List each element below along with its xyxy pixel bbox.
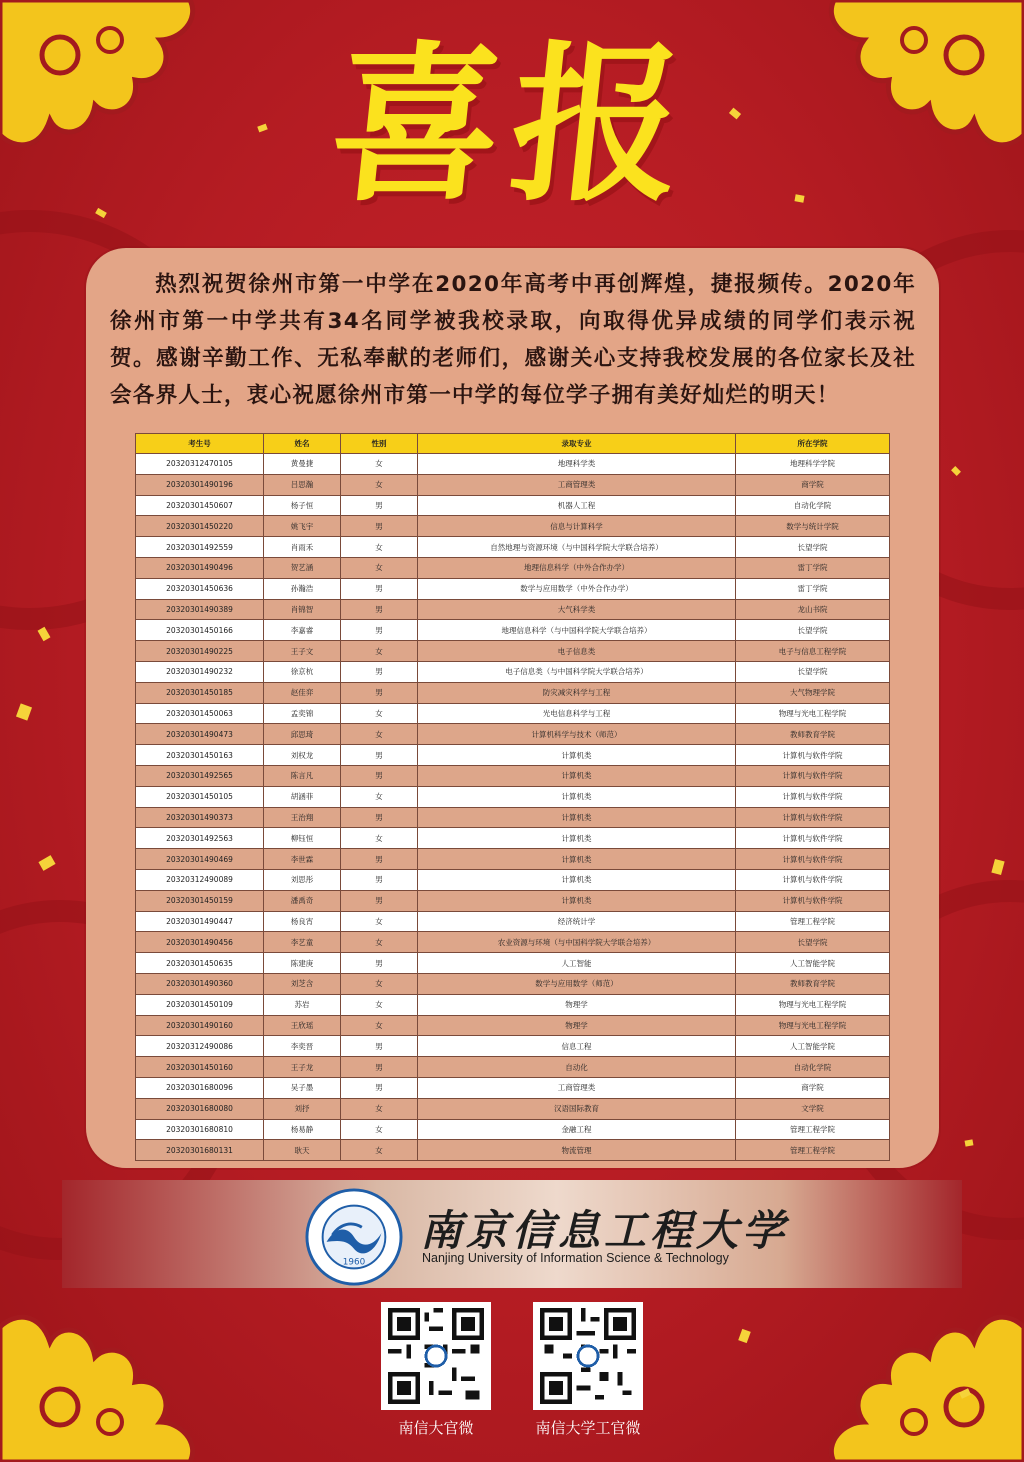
cell-major: 物流管理 <box>418 1140 736 1161</box>
cell-major: 大气科学类 <box>418 599 736 620</box>
cell-college: 管理工程学院 <box>736 911 890 932</box>
cell-gender: 男 <box>341 765 418 786</box>
cell-gender: 男 <box>341 1036 418 1057</box>
cell-major: 地理信息科学（与中国科学院大学联合培养） <box>418 620 736 641</box>
cell-candidate-id: 20320301450220 <box>136 516 264 537</box>
cell-name: 李艺童 <box>264 932 341 953</box>
cell-college: 管理工程学院 <box>736 1140 890 1161</box>
cell-major: 电子信息类（与中国科学院大学联合培养） <box>418 661 736 682</box>
header-college: 所在学院 <box>736 434 890 454</box>
cell-name: 潘禹奇 <box>264 890 341 911</box>
cell-college: 商学院 <box>736 474 890 495</box>
cell-candidate-id: 20320301450109 <box>136 994 264 1015</box>
table-row <box>136 973 890 994</box>
cell-candidate-id: 20320301680131 <box>136 1140 264 1161</box>
cell-candidate-id: 20320301490360 <box>136 973 264 994</box>
cell-name: 贺艺涵 <box>264 557 341 578</box>
cell-candidate-id: 20320301492559 <box>136 537 264 558</box>
table-row <box>136 516 890 537</box>
cell-college: 物理与光电工程学院 <box>736 703 890 724</box>
cell-college: 计算机与软件学院 <box>736 828 890 849</box>
cell-major: 信息与计算科学 <box>418 516 736 537</box>
cell-college: 地理科学学院 <box>736 454 890 475</box>
cell-gender: 女 <box>341 454 418 475</box>
table-body <box>136 454 890 1161</box>
cell-college: 管理工程学院 <box>736 1119 890 1140</box>
table-row <box>136 682 890 703</box>
table-row <box>136 661 890 682</box>
cell-major: 自然地理与资源环境（与中国科学院大学联合培养） <box>418 537 736 558</box>
cell-major: 物理学 <box>418 994 736 1015</box>
cell-college: 长望学院 <box>736 661 890 682</box>
table-header-row <box>136 434 890 454</box>
cell-college: 计算机与软件学院 <box>736 786 890 807</box>
cell-gender: 男 <box>341 516 418 537</box>
cell-name: 姚飞宇 <box>264 516 341 537</box>
table-row <box>136 557 890 578</box>
cell-gender: 女 <box>341 911 418 932</box>
cell-major: 金融工程 <box>418 1119 736 1140</box>
cell-major: 计算机类 <box>418 828 736 849</box>
cell-major: 计算机类 <box>418 786 736 807</box>
table-row <box>136 620 890 641</box>
cell-college: 电子与信息工程学院 <box>736 641 890 662</box>
cell-gender: 男 <box>341 890 418 911</box>
cell-candidate-id: 20320312490089 <box>136 869 264 890</box>
table-row <box>136 911 890 932</box>
cell-college: 人工智能学院 <box>736 1036 890 1057</box>
cell-gender: 男 <box>341 869 418 890</box>
cell-college: 大气物理学院 <box>736 682 890 703</box>
cell-gender: 男 <box>341 745 418 766</box>
cell-major: 光电信息科学与工程 <box>418 703 736 724</box>
header-candidate-id: 考生号 <box>136 434 264 454</box>
cell-college: 龙山书院 <box>736 599 890 620</box>
cell-gender: 女 <box>341 932 418 953</box>
cell-name: 杨子恒 <box>264 495 341 516</box>
cell-major: 计算机类 <box>418 869 736 890</box>
cell-name: 王子文 <box>264 641 341 662</box>
cell-gender: 男 <box>341 578 418 599</box>
cell-name: 柳钰恒 <box>264 828 341 849</box>
table-row <box>136 724 890 745</box>
cell-name: 陈言凡 <box>264 765 341 786</box>
table-row <box>136 1077 890 1098</box>
cell-name: 王子龙 <box>264 1057 341 1078</box>
cell-name: 耿天 <box>264 1140 341 1161</box>
cell-candidate-id: 20320301450607 <box>136 495 264 516</box>
table-row <box>136 454 890 475</box>
cell-major: 物理学 <box>418 1015 736 1036</box>
cell-major: 计算机科学与技术（师范） <box>418 724 736 745</box>
cell-name: 孟奕锦 <box>264 703 341 724</box>
cell-gender: 男 <box>341 682 418 703</box>
cell-candidate-id: 20320301680810 <box>136 1119 264 1140</box>
cell-gender: 男 <box>341 620 418 641</box>
cell-name: 肖锦智 <box>264 599 341 620</box>
qr-code-icon <box>539 1308 637 1404</box>
cell-name: 苏岩 <box>264 994 341 1015</box>
cell-college: 计算机与软件学院 <box>736 890 890 911</box>
cell-college: 计算机与软件学院 <box>736 745 890 766</box>
cell-candidate-id: 20320301490232 <box>136 661 264 682</box>
cell-candidate-id: 20320301490469 <box>136 849 264 870</box>
cell-name: 刘思彤 <box>264 869 341 890</box>
cell-major: 人工智能 <box>418 953 736 974</box>
cell-major: 计算机类 <box>418 849 736 870</box>
table-row <box>136 890 890 911</box>
cell-college: 自动化学院 <box>736 1057 890 1078</box>
cell-candidate-id: 20320301490456 <box>136 932 264 953</box>
cell-candidate-id: 20320301490196 <box>136 474 264 495</box>
cell-name: 吴子墨 <box>264 1077 341 1098</box>
table-row <box>136 599 890 620</box>
university-name-en: Nanjing University of Information Science & Technology <box>422 1251 729 1265</box>
cell-college: 教师教育学院 <box>736 724 890 745</box>
cell-gender: 男 <box>341 807 418 828</box>
cell-major: 工商管理类 <box>418 474 736 495</box>
cell-major: 计算机类 <box>418 745 736 766</box>
cell-gender: 女 <box>341 1140 418 1161</box>
cell-candidate-id: 20320301490373 <box>136 807 264 828</box>
cell-college: 人工智能学院 <box>736 953 890 974</box>
university-emblem-icon <box>305 1188 403 1286</box>
university-name-cn: 南京信息工程大学 <box>420 1206 789 1255</box>
congratulation-text: 热烈祝贺徐州市第一中学在2020年高考中再创辉煌，捷报频传。2020年徐州市第一中学共有34名同学被我校录取，向取得优异成绩的同学们表示祝贺。感谢辛勤工作、无私奉献的老师们，感谢关心支持我校发展的各位家长及社会各界人士，衷心祝愿徐州市第一中学的每位学子拥有美好灿烂的明天！ <box>110 272 916 408</box>
cell-candidate-id: 20320301450105 <box>136 786 264 807</box>
cell-college: 长望学院 <box>736 537 890 558</box>
cell-name: 赵佳弈 <box>264 682 341 703</box>
cell-major: 工商管理类 <box>418 1077 736 1098</box>
cell-candidate-id: 20320301450160 <box>136 1057 264 1078</box>
cell-gender: 女 <box>341 1015 418 1036</box>
table-row <box>136 849 890 870</box>
cell-gender: 女 <box>341 474 418 495</box>
cell-candidate-id: 20320301450636 <box>136 578 264 599</box>
table-row <box>136 869 890 890</box>
cell-name: 李世霖 <box>264 849 341 870</box>
cell-candidate-id: 20320301450166 <box>136 620 264 641</box>
cell-gender: 女 <box>341 1119 418 1140</box>
header-major: 录取专业 <box>418 434 736 454</box>
cell-major: 信息工程 <box>418 1036 736 1057</box>
cell-college: 数学与统计学院 <box>736 516 890 537</box>
table-row <box>136 1119 890 1140</box>
table-row <box>136 765 890 786</box>
cell-name: 徐京杭 <box>264 661 341 682</box>
cell-gender: 男 <box>341 849 418 870</box>
cell-name: 陈建庚 <box>264 953 341 974</box>
cell-name: 杨良宵 <box>264 911 341 932</box>
table-row <box>136 932 890 953</box>
qr-code-icon <box>387 1308 485 1404</box>
cell-major: 机器人工程 <box>418 495 736 516</box>
table-row <box>136 807 890 828</box>
cell-gender: 女 <box>341 557 418 578</box>
cell-college: 计算机与软件学院 <box>736 869 890 890</box>
cell-name: 肖雨禾 <box>264 537 341 558</box>
cell-major: 地理信息科学（中外合作办学） <box>418 557 736 578</box>
cell-college: 教师教育学院 <box>736 973 890 994</box>
cell-name: 刘芝含 <box>264 973 341 994</box>
table-row <box>136 537 890 558</box>
cell-major: 计算机类 <box>418 890 736 911</box>
qr-code-official-wechat[interactable] <box>381 1302 491 1410</box>
cell-gender: 男 <box>341 495 418 516</box>
cell-college: 计算机与软件学院 <box>736 765 890 786</box>
cell-gender: 男 <box>341 1077 418 1098</box>
table-row <box>136 994 890 1015</box>
cell-candidate-id: 20320301680080 <box>136 1098 264 1119</box>
table-row <box>136 641 890 662</box>
cell-major: 电子信息类 <box>418 641 736 662</box>
emblem-year: 1960 <box>342 1257 366 1268</box>
cell-major: 经济统计学 <box>418 911 736 932</box>
cell-college: 物理与光电工程学院 <box>736 994 890 1015</box>
cell-name: 吕思瀚 <box>264 474 341 495</box>
table-row <box>136 1036 890 1057</box>
table-row <box>136 1015 890 1036</box>
cell-candidate-id: 20320301450163 <box>136 745 264 766</box>
cell-gender: 女 <box>341 973 418 994</box>
cell-college: 物理与光电工程学院 <box>736 1015 890 1036</box>
cell-candidate-id: 20320301490389 <box>136 599 264 620</box>
cell-college: 自动化学院 <box>736 495 890 516</box>
cell-gender: 男 <box>341 953 418 974</box>
table-row <box>136 953 890 974</box>
cell-college: 计算机与软件学院 <box>736 849 890 870</box>
cell-major: 农业资源与环境（与中国科学院大学联合培养） <box>418 932 736 953</box>
cell-name: 李嘉睿 <box>264 620 341 641</box>
cell-major: 自动化 <box>418 1057 736 1078</box>
cell-major: 汉语国际教育 <box>418 1098 736 1119</box>
cell-college: 雷丁学院 <box>736 578 890 599</box>
cell-college: 雷丁学院 <box>736 557 890 578</box>
cell-candidate-id: 20320312470105 <box>136 454 264 475</box>
cell-candidate-id: 20320301490473 <box>136 724 264 745</box>
cell-name: 王治翔 <box>264 807 341 828</box>
cell-gender: 女 <box>341 724 418 745</box>
qr-label-student-affairs-wechat: 南信大学工官微 <box>535 1419 641 1437</box>
cell-name: 刘权龙 <box>264 745 341 766</box>
cell-name: 黄曼捷 <box>264 454 341 475</box>
cell-candidate-id: 20320301680096 <box>136 1077 264 1098</box>
cell-candidate-id: 20320301450063 <box>136 703 264 724</box>
cell-name: 李奕晋 <box>264 1036 341 1057</box>
qr-label-official-wechat: 南信大官微 <box>398 1419 474 1437</box>
cell-college: 商学院 <box>736 1077 890 1098</box>
cell-candidate-id: 20320301450635 <box>136 953 264 974</box>
cell-name: 杨易静 <box>264 1119 341 1140</box>
cell-gender: 女 <box>341 1098 418 1119</box>
cell-college: 文学院 <box>736 1098 890 1119</box>
cell-name: 胡涵菲 <box>264 786 341 807</box>
table-row <box>136 745 890 766</box>
cell-major: 数学与应用数学（中外合作办学） <box>418 578 736 599</box>
cell-candidate-id: 20320301450185 <box>136 682 264 703</box>
cell-candidate-id: 20320301492563 <box>136 828 264 849</box>
header-name: 姓名 <box>264 434 341 454</box>
table-row <box>136 1057 890 1078</box>
cell-gender: 女 <box>341 537 418 558</box>
table-row <box>136 1098 890 1119</box>
cell-major: 数学与应用数学（师范） <box>418 973 736 994</box>
cell-gender: 女 <box>341 641 418 662</box>
cell-college: 长望学院 <box>736 932 890 953</box>
cell-major: 计算机类 <box>418 765 736 786</box>
cell-gender: 女 <box>341 828 418 849</box>
cell-name: 邱思琦 <box>264 724 341 745</box>
cell-name: 孙瀚浩 <box>264 578 341 599</box>
cell-gender: 女 <box>341 994 418 1015</box>
cell-gender: 男 <box>341 599 418 620</box>
cell-college: 长望学院 <box>736 620 890 641</box>
table-row <box>136 474 890 495</box>
table-row <box>136 786 890 807</box>
cell-candidate-id: 20320301450159 <box>136 890 264 911</box>
cell-gender: 女 <box>341 703 418 724</box>
table-row <box>136 578 890 599</box>
table-row <box>136 828 890 849</box>
cell-major: 地理科学类 <box>418 454 736 475</box>
table-row <box>136 703 890 724</box>
cell-gender: 女 <box>341 786 418 807</box>
qr-code-student-affairs-wechat[interactable] <box>533 1302 643 1410</box>
cell-name: 刘抒 <box>264 1098 341 1119</box>
cell-name: 王欣瑶 <box>264 1015 341 1036</box>
table-row <box>136 495 890 516</box>
cell-candidate-id: 20320301490225 <box>136 641 264 662</box>
cell-candidate-id: 20320301490160 <box>136 1015 264 1036</box>
cell-major: 计算机类 <box>418 807 736 828</box>
cell-college: 计算机与软件学院 <box>736 807 890 828</box>
cell-candidate-id: 20320301490447 <box>136 911 264 932</box>
cell-gender: 男 <box>341 1057 418 1078</box>
table-row <box>136 1140 890 1161</box>
admission-table <box>135 433 890 1161</box>
cell-major: 防灾减灾科学与工程 <box>418 682 736 703</box>
cell-candidate-id: 20320301492565 <box>136 765 264 786</box>
cell-candidate-id: 20320301490496 <box>136 557 264 578</box>
poster-title: 喜报 <box>321 25 703 225</box>
cell-gender: 男 <box>341 661 418 682</box>
cell-candidate-id: 20320312490086 <box>136 1036 264 1057</box>
header-gender: 性别 <box>341 434 418 454</box>
